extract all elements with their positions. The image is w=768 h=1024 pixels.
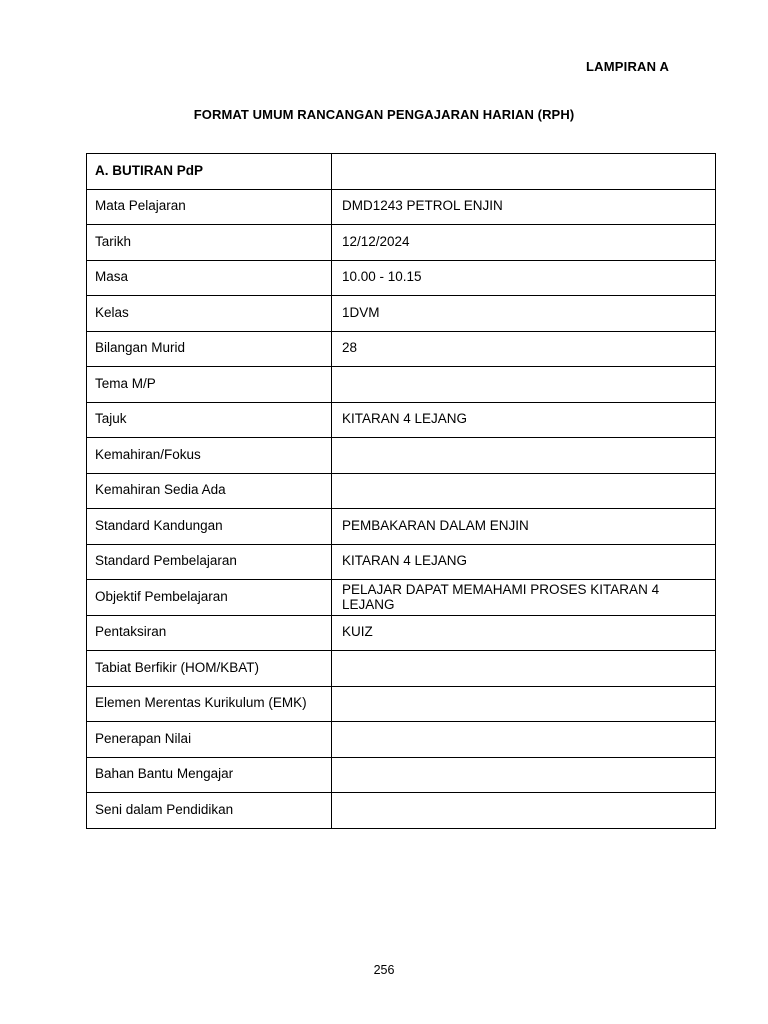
row-label: Tajuk bbox=[87, 402, 332, 438]
table-row bbox=[87, 260, 716, 296]
row-value: DMD1243 PETROL ENJIN bbox=[332, 189, 716, 225]
table-row bbox=[87, 225, 716, 261]
document-title: FORMAT UMUM RANCANGAN PENGAJARAN HARIAN (RPH) bbox=[193, 107, 575, 122]
row-label: Standard Pembelajaran bbox=[87, 544, 332, 580]
row-label: Seni dalam Pendidikan bbox=[87, 793, 332, 829]
row-label: Standard Kandungan bbox=[87, 509, 332, 545]
table-row bbox=[87, 544, 716, 580]
table-row bbox=[87, 686, 716, 722]
table-row bbox=[87, 438, 716, 474]
row-value: KUIZ bbox=[332, 615, 716, 651]
table-row bbox=[87, 793, 716, 829]
section-heading: A. BUTIRAN PdP bbox=[87, 154, 332, 190]
row-label: Penerapan Nilai bbox=[87, 722, 332, 758]
row-value: PEMBAKARAN DALAM ENJIN bbox=[332, 509, 716, 545]
table-row bbox=[87, 509, 716, 545]
table-row bbox=[87, 722, 716, 758]
appendix-label: LAMPIRAN A bbox=[586, 59, 670, 74]
rph-details-table bbox=[86, 153, 716, 829]
row-label: Tabiat Berfikir (HOM/KBAT) bbox=[87, 651, 332, 687]
row-value bbox=[332, 793, 716, 829]
table-row bbox=[87, 296, 716, 332]
row-value bbox=[332, 473, 716, 509]
row-label: Kemahiran Sedia Ada bbox=[87, 473, 332, 509]
row-label: Mata Pelajaran bbox=[87, 189, 332, 225]
row-value bbox=[332, 438, 716, 474]
table-row bbox=[87, 473, 716, 509]
row-label: Kelas bbox=[87, 296, 332, 332]
row-label: Bilangan Murid bbox=[87, 331, 332, 367]
table-row bbox=[87, 402, 716, 438]
table-row bbox=[87, 615, 716, 651]
table-row bbox=[87, 189, 716, 225]
row-value bbox=[332, 757, 716, 793]
page-number: 256 bbox=[373, 963, 395, 977]
row-label: Bahan Bantu Mengajar bbox=[87, 757, 332, 793]
row-value: 10.00 - 10.15 bbox=[332, 260, 716, 296]
row-label: Pentaksiran bbox=[87, 615, 332, 651]
row-label: Kemahiran/Fokus bbox=[87, 438, 332, 474]
row-label: Tarikh bbox=[87, 225, 332, 261]
row-label: Tema M/P bbox=[87, 367, 332, 403]
row-value: KITARAN 4 LEJANG bbox=[332, 402, 716, 438]
row-value: KITARAN 4 LEJANG bbox=[332, 544, 716, 580]
row-value: 1DVM bbox=[332, 296, 716, 332]
table-row bbox=[87, 367, 716, 403]
table-header-row bbox=[87, 154, 716, 190]
row-label: Elemen Merentas Kurikulum (EMK) bbox=[87, 686, 332, 722]
table-row bbox=[87, 331, 716, 367]
table-row bbox=[87, 757, 716, 793]
row-label: Objektif Pembelajaran bbox=[87, 580, 332, 616]
row-value: 28 bbox=[332, 331, 716, 367]
row-value bbox=[332, 367, 716, 403]
section-heading-value bbox=[332, 154, 716, 190]
row-value: PELAJAR DAPAT MEMAHAMI PROSES KITARAN 4 LEJANG bbox=[332, 580, 716, 616]
row-value bbox=[332, 686, 716, 722]
row-label: Masa bbox=[87, 260, 332, 296]
row-value bbox=[332, 722, 716, 758]
table-row bbox=[87, 580, 716, 616]
table-row bbox=[87, 651, 716, 687]
row-value bbox=[332, 651, 716, 687]
row-value: 12/12/2024 bbox=[332, 225, 716, 261]
